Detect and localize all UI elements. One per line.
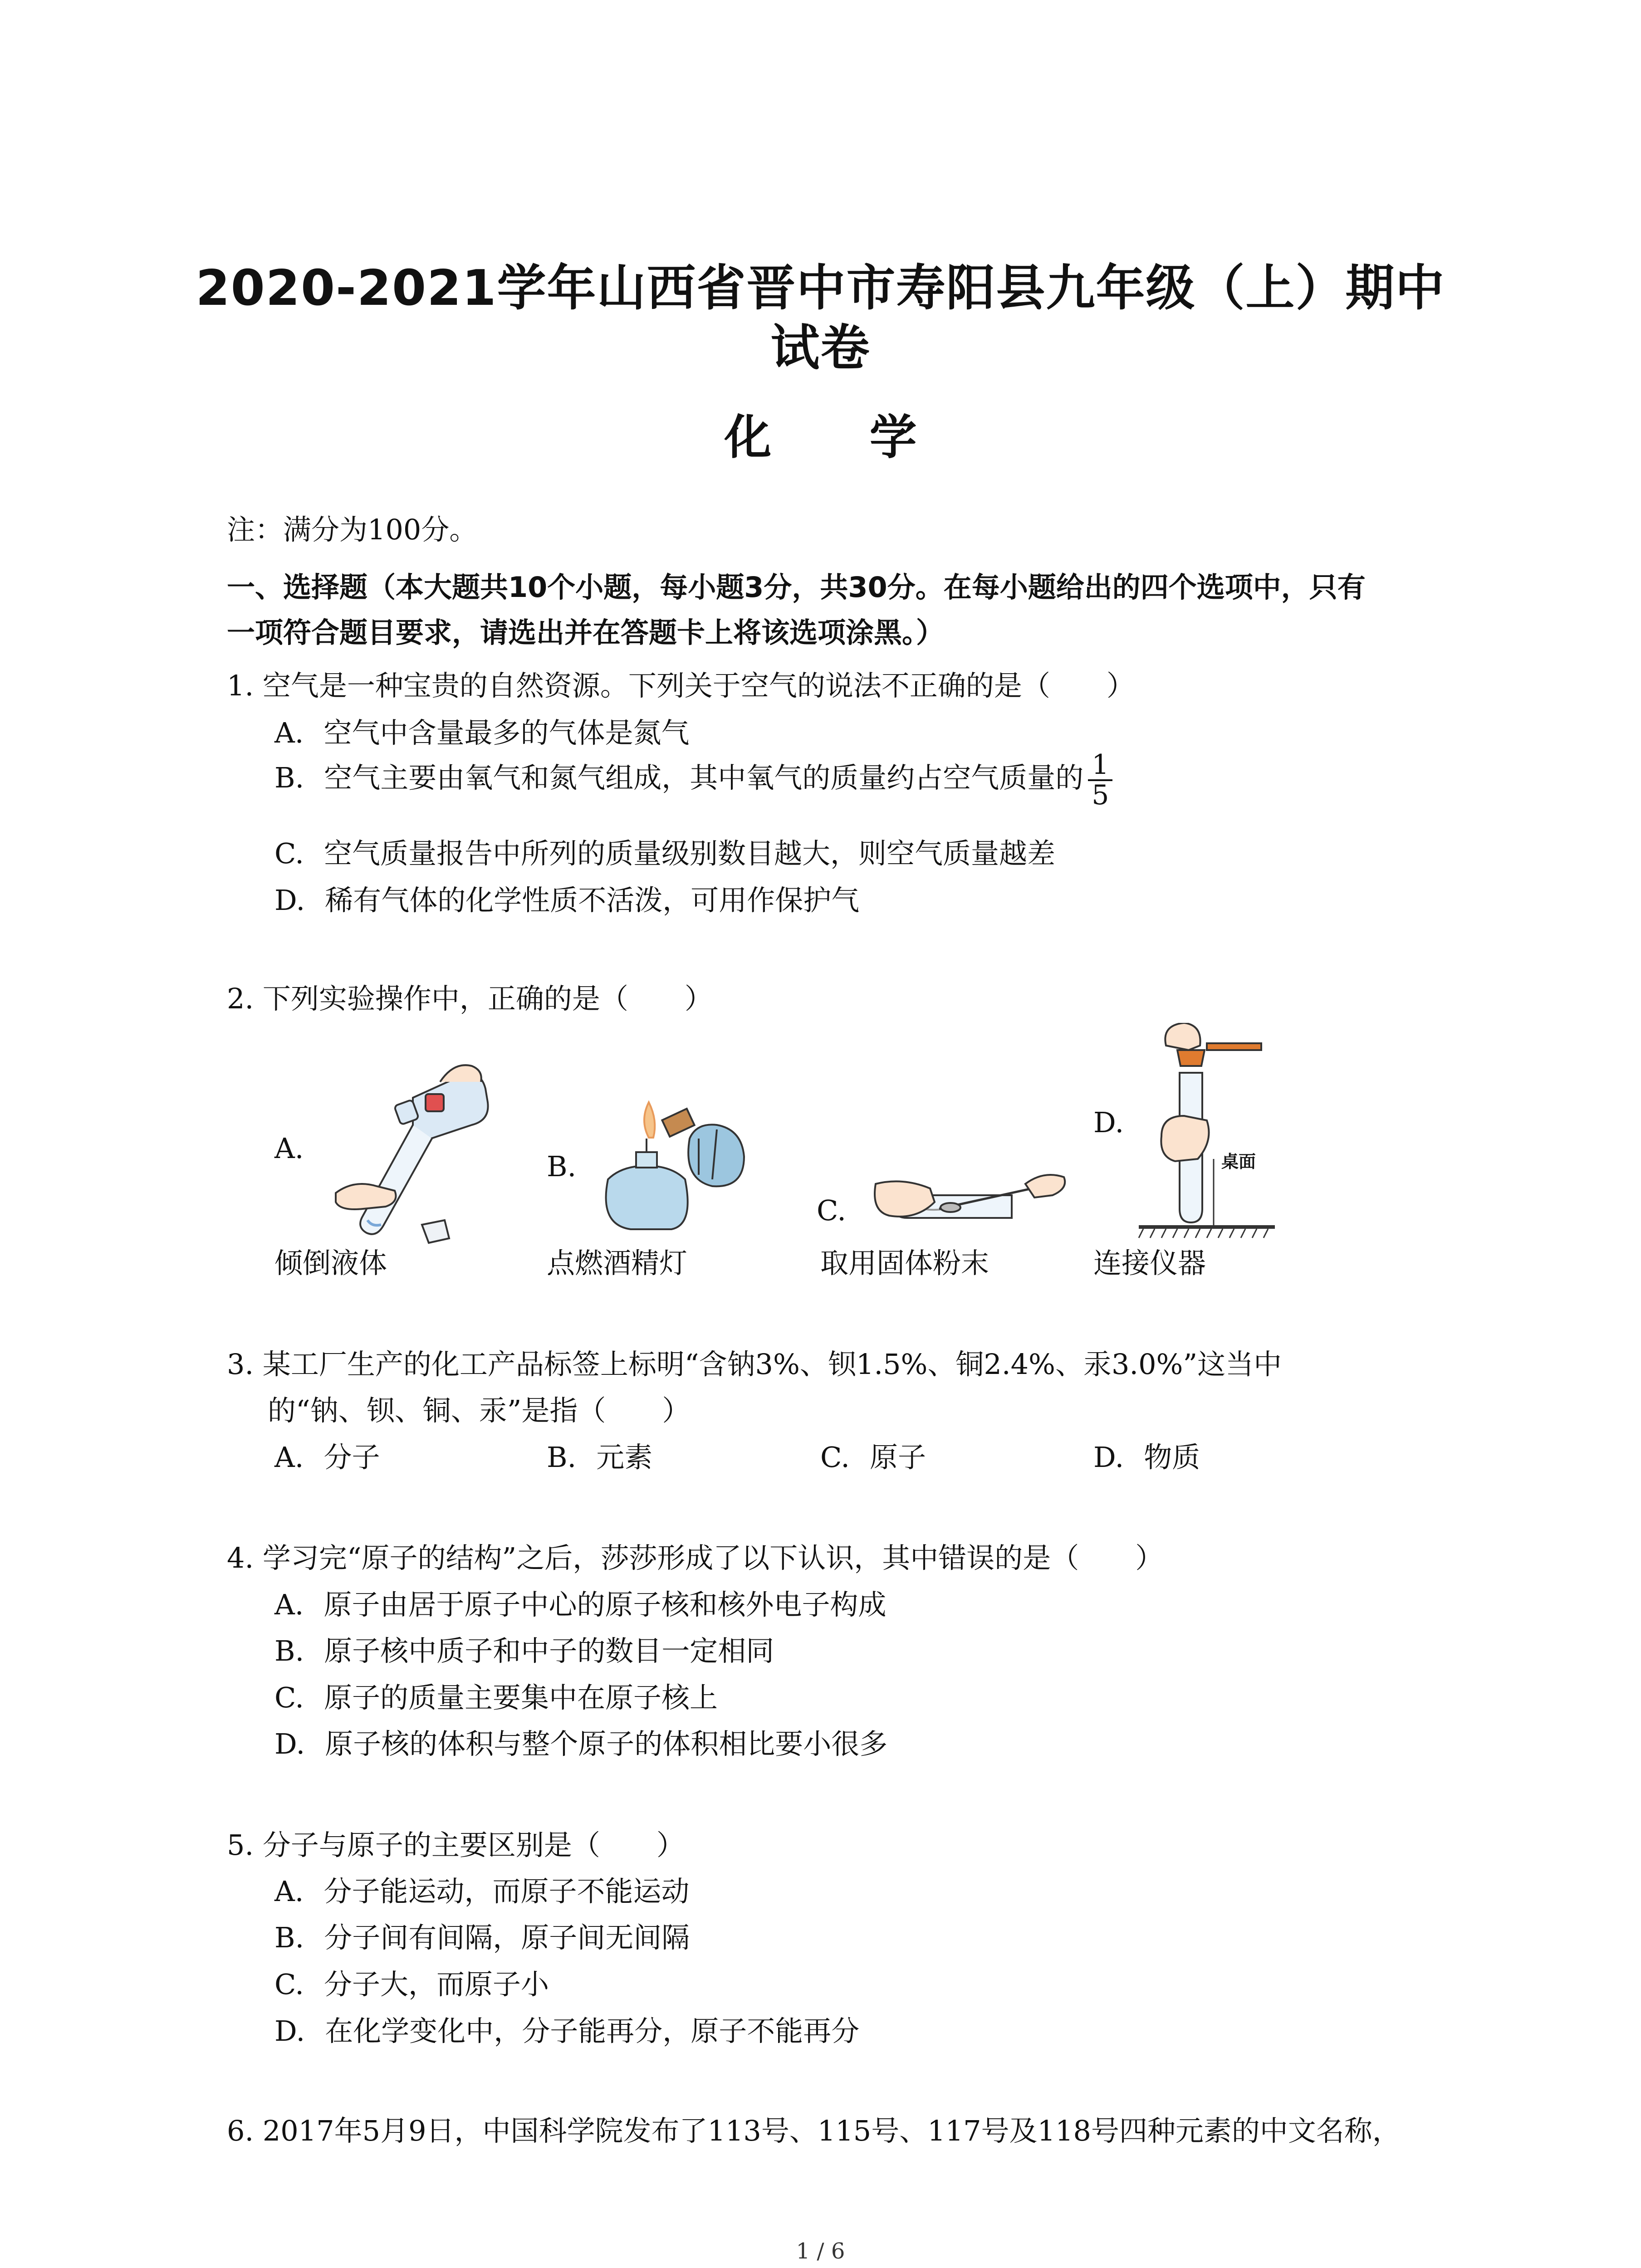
question-3-option-b	[547, 1435, 652, 1475]
figure-b-alcohol-lamp	[581, 1089, 753, 1238]
figure-d-connecting-apparatus	[1134, 1023, 1284, 1241]
question-3-stem-line1: 3. 某工厂生产的化工产品标签上标明“含钠3%、钡1.5%、铜2.4%、汞3.0%”这当中	[227, 1348, 1282, 1381]
option-label: A.	[274, 716, 304, 749]
question-1-option-c	[274, 831, 1055, 871]
option-label: D.	[1093, 1441, 1124, 1474]
option-text: 原子	[869, 1441, 926, 1474]
question-5-option-a	[274, 1869, 690, 1909]
question-6-stem: 6. 2017年5月9日，中国科学院发布了113号、115号、117号及118号四种元素的中文名称，	[227, 2114, 1401, 2147]
question-4-option-d	[274, 1721, 887, 1762]
option-label: B.	[274, 761, 304, 795]
question-1-option-a	[274, 710, 690, 751]
fraction	[1088, 751, 1112, 810]
option-label: D.	[274, 2014, 305, 2048]
desk-label: 桌面	[1221, 1152, 1256, 1172]
option-label: C.	[274, 1968, 304, 2001]
option-text: 分子	[323, 1441, 380, 1474]
question-3-option-c	[820, 1435, 926, 1475]
page-title: 2020-2021学年山西省晋中市寿阳县九年级（上）期中	[196, 260, 1445, 317]
question-1-option-d	[274, 878, 859, 918]
option-label: A.	[274, 1441, 304, 1474]
question-4-option-a	[274, 1582, 887, 1623]
option-label: B.	[547, 1441, 577, 1474]
question-5-option-c	[274, 1962, 549, 2002]
option-label: D.	[274, 884, 305, 917]
figure-b-caption: 点燃酒精灯	[547, 1246, 688, 1280]
question-2-stem: 2. 下列实验操作中，正确的是（ ）	[227, 982, 713, 1015]
question-4-option-c	[274, 1675, 718, 1716]
figure-c-solid-powder	[862, 1170, 1071, 1238]
option-text: 空气中含量最多的气体是氮气	[323, 716, 690, 749]
option-text: 原子核中质子和中子的数目一定相同	[324, 1634, 774, 1667]
page-title-line2: 试卷	[770, 320, 871, 376]
option-label: C.	[274, 1681, 304, 1714]
question-5-stem: 5. 分子与原子的主要区别是（ ）	[227, 1828, 685, 1862]
option-text: 元素	[596, 1441, 653, 1474]
option-label: A.	[274, 1588, 304, 1621]
question-4-option-b	[274, 1628, 774, 1669]
option-text: 原子核的体积与整个原子的体积相比要小很多	[325, 1727, 888, 1760]
option-label: A.	[274, 1875, 304, 1908]
figure-d-label: D.	[1093, 1106, 1124, 1139]
question-1-stem: 1. 空气是一种宝贵的自然资源。下列关于空气的说法不正确的是（ ）	[227, 669, 1135, 702]
question-4-stem: 4. 学习完“原子的结构”之后，莎莎形成了以下认识，其中错误的是（ ）	[227, 1541, 1164, 1574]
option-text: 原子的质量主要集中在原子核上	[323, 1681, 718, 1714]
score-note: 注：满分为100分。	[227, 513, 478, 546]
option-text: 空气质量报告中所列的质量级别数目越大，则空气质量越差	[323, 837, 1055, 870]
option-text: 分子能运动，而原子不能运动	[323, 1875, 690, 1908]
question-3-option-a	[274, 1435, 380, 1475]
option-text: 稀有气体的化学性质不活泼，可用作保护气	[325, 884, 860, 917]
figure-a-label: A.	[274, 1132, 304, 1165]
section-heading-line1: 一、选择题（本大题共10个小题，每小题3分，共30分。在每小题给出的四个选项中，只有	[227, 571, 1366, 604]
question-3-stem-line2: 的“钠、钡、铜、汞”是指（ ）	[268, 1394, 691, 1427]
option-text: 分子大，而原子小	[323, 1968, 549, 2001]
figure-b-label: B.	[547, 1150, 577, 1183]
figure-d-caption: 连接仪器	[1093, 1246, 1206, 1280]
section-heading-line2: 一项符合题目要求，请选出并在答题卡上将该选项涂黑。）	[227, 616, 945, 649]
option-text: 空气主要由氧气和氮气组成，其中氧气的质量约占空气质量的	[324, 761, 1084, 795]
option-label: B.	[274, 1634, 304, 1667]
option-label: C.	[820, 1441, 850, 1474]
question-1-option-b	[274, 751, 1112, 810]
question-5-option-b	[274, 1915, 690, 1955]
option-text: 在化学变化中，分子能再分，原子不能再分	[325, 2014, 860, 2048]
option-text: 分子间有间隔，原子间无间隔	[324, 1921, 690, 1954]
figure-c-caption: 取用固体粉末	[820, 1246, 989, 1280]
page-number: 1 / 6	[796, 2239, 845, 2264]
option-text: 原子由居于原子中心的原子核和核外电子构成	[323, 1588, 887, 1621]
subject-title: 化 学	[724, 410, 958, 465]
option-text: 物质	[1144, 1441, 1200, 1474]
question-5-option-d	[274, 2009, 859, 2049]
figure-c-label: C.	[817, 1194, 846, 1227]
option-label: D.	[274, 1727, 305, 1760]
fraction-numerator: 1	[1088, 751, 1112, 781]
fraction-denominator: 5	[1092, 779, 1109, 811]
option-label: C.	[274, 837, 304, 870]
figure-a-caption: 倾倒液体	[274, 1246, 387, 1280]
question-3-option-d	[1093, 1435, 1200, 1475]
option-label: B.	[274, 1921, 304, 1954]
figure-a-pouring-liquid	[309, 1057, 499, 1247]
